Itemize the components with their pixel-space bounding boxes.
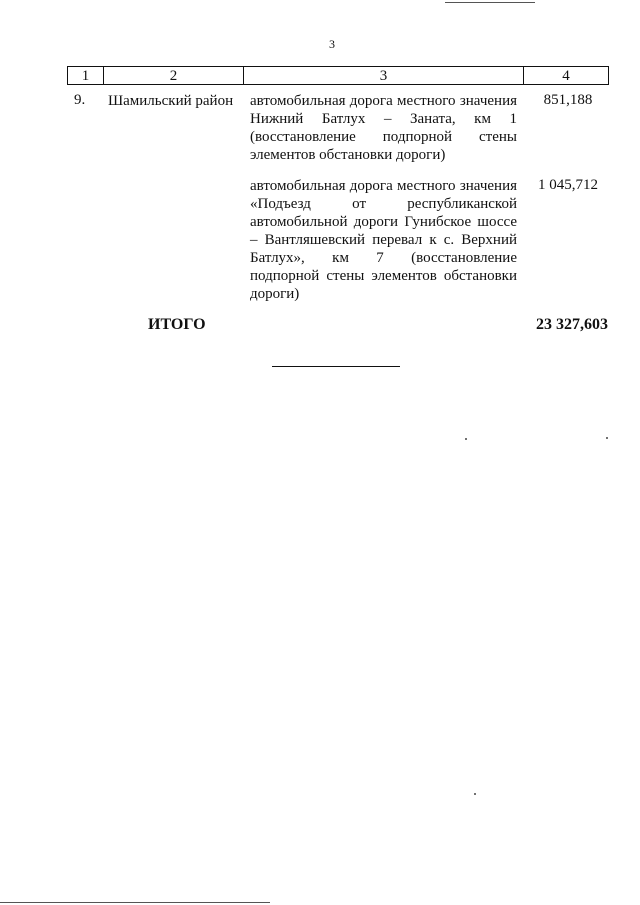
- row-number: 9.: [74, 92, 86, 108]
- header-cell-3: 3: [244, 67, 524, 84]
- table-header-row: [67, 66, 609, 85]
- road-amount: 851,188: [543, 92, 593, 108]
- header-cell-2: 2: [104, 67, 244, 84]
- end-divider: [272, 366, 400, 367]
- scan-speck: [465, 438, 467, 440]
- road-description: автомобильная дорога местного значения Нижний Батлух – Заната, км 1 (восстановление подпорной стены элементов обстановки дороги): [250, 93, 517, 163]
- total-label: ИТОГО: [148, 316, 206, 333]
- district-name: Шамильский район: [108, 93, 234, 109]
- header-cell-4: 4: [562, 68, 570, 84]
- top-edge-mark: [445, 2, 535, 3]
- header-cell-1: 1: [68, 67, 104, 84]
- road-description: автомобильная дорога местного значения «Подъезд от республиканской автомобильной дороги Гунибское шоссе – Вантляшевский перевал к с. Верхний Батлух», км 7 (восстановление подпорной стены элементов обстановки дороги): [250, 178, 517, 302]
- scan-speck: [474, 793, 476, 795]
- bottom-edge-mark: [0, 902, 270, 903]
- road-amount: 1 045,712: [538, 177, 598, 193]
- scan-speck: [606, 437, 608, 439]
- total-value: 23 327,603: [536, 316, 608, 333]
- page-number: 3: [329, 37, 335, 51]
